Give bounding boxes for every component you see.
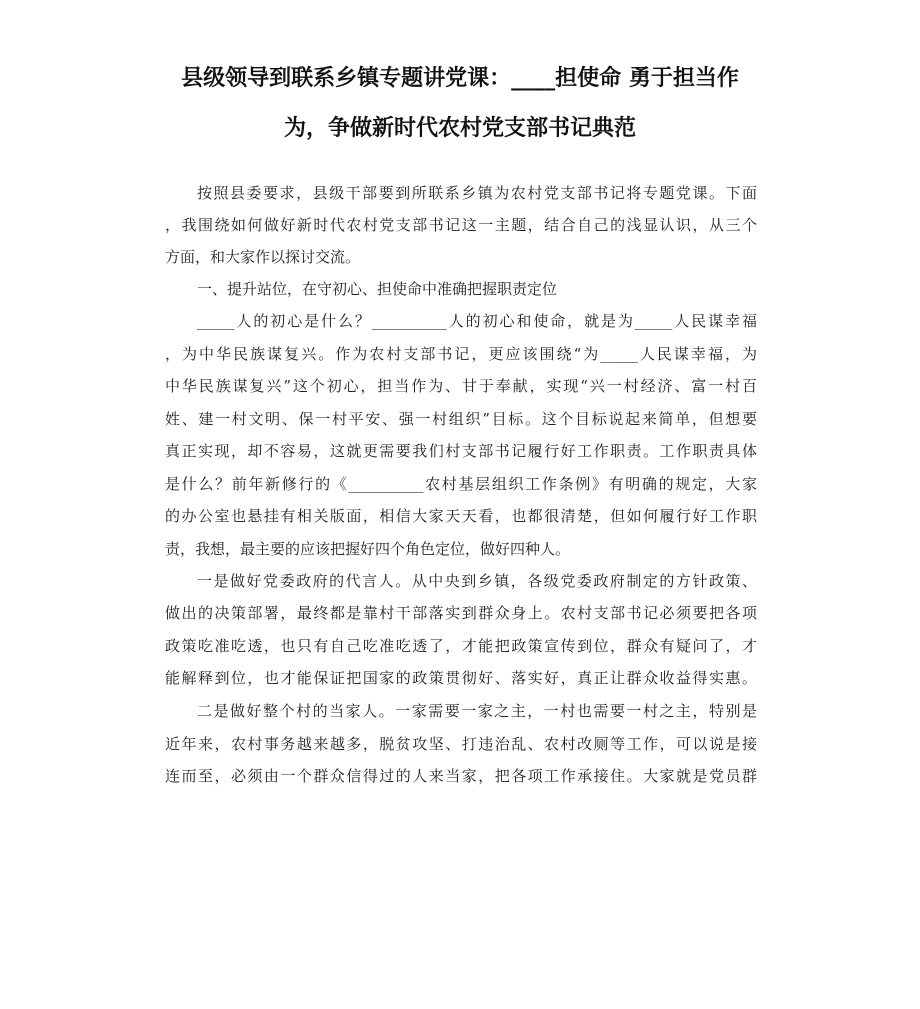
paragraph-line: 能解释到位，也才能保证把国家的政策贯彻好、落实好，真正让群众收益得实惠。 [165, 669, 757, 687]
paragraph-line: 中华民族谋复兴”这个初心，担当作为、甘于奉献，实现“兴一村经济、富一村百 [165, 377, 757, 395]
paragraph-line: ，为中华民族谋复兴。作为农村支部书记，更应该围绕“为_____人民谋幸福，为 [165, 345, 757, 363]
paragraph-line: 近年来，农村事务越来越多，脱贫攻坚、打违治乱、农村改厕等工作，可以说是接 [165, 735, 757, 753]
paragraph-line: 按照县委要求，县级干部要到所联系乡镇为农村党支部书记将专题党课。下面 [197, 184, 757, 202]
paragraph-line: 姓、建一村文明、保一村平安、强一村组织”目标。这个目标说起来简单，但想要 [165, 410, 757, 428]
paragraph-line: 连而至，必须由一个群众信得过的人来当家，把各项工作承接住。大家就是党员群 [165, 767, 757, 785]
paragraph-line: 一是做好党委政府的代言人。从中央到乡镇，各级党委政府制定的方针政策、 [197, 572, 757, 590]
paragraph-line: 真正实现，却不容易，这就更需要我们村支部书记履行好工作职责。工作职责具体 [165, 442, 757, 460]
paragraph-line: 责，我想，最主要的应该把握好四个角色定位，做好四种人。 [165, 540, 571, 558]
paragraph-line: 做出的决策部署，最终都是靠村干部落实到群众身上。农村支部书记必须要把各项 [165, 604, 757, 622]
paragraph-line: _____人的初心是什么？__________人的初心和使命，就是为_____人民谋幸福 [197, 312, 757, 330]
paragraph-line: ，我围绕如何做好新时代农村党支部书记这一主题，结合自己的浅显认识，从三个 [165, 216, 757, 234]
paragraph-line: 的办公室也悬挂有相关版面，相信大家天天看，也都很清楚，但如何履行好工作职 [165, 507, 757, 525]
document-title-line-2: 为，争做新时代农村党支部书记典范 [283, 116, 636, 141]
paragraph-line: 方面，和大家作以探讨交流。 [165, 248, 361, 266]
paragraph-line: 二是做好整个村的当家人。一家需要一家之主，一村也需要一村之主，特别是 [197, 702, 757, 720]
paragraph-line: 政策吃准吃透，也只有自己吃准吃透了，才能把政策宣传到位，群众有疑问了，才 [165, 637, 757, 655]
section-heading: 一、提升站位，在守初心、担使命中准确把握职责定位 [197, 280, 558, 298]
document-title-line-1: 县级领导到联系乡镇专题讲党课：____担使命 勇于担当作 [181, 66, 739, 91]
paragraph-line: 是什么？前年新修行的《__________农村基层组织工作条例》有明确的规定，大家 [165, 475, 757, 493]
